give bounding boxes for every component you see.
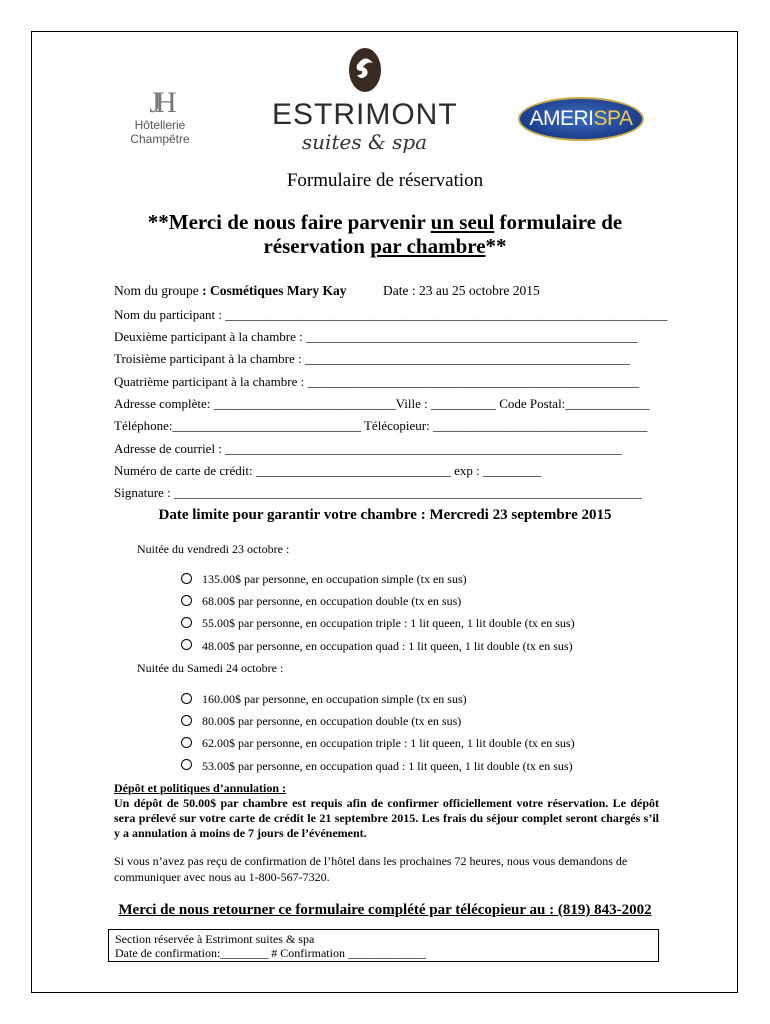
night-1-option-4: 48.00$ par personne, en occupation quad : 1 lit queen, 1 lit double (tx en sus) xyxy=(202,639,573,653)
form-headline xyxy=(0,210,770,258)
amerispa-text-1: AMERI xyxy=(529,107,594,130)
address-field[interactable]: Adresse complète: ____________________________Ville : __________ Code Postal:_____________ xyxy=(114,396,650,411)
group-label: Nom du groupe xyxy=(114,283,203,298)
headline-part: formulaire de xyxy=(494,210,623,234)
credit-card-field[interactable]: Numéro de carte de crédit: ______________________________ exp : _________ xyxy=(114,463,542,478)
estrimont-subtitle: suites & spa xyxy=(301,130,428,154)
policy-heading: Dépôt et politiques d’annulation : xyxy=(114,781,287,795)
signature-field[interactable]: Signature : ________________________________________________________________________ xyxy=(114,485,642,500)
radio-button[interactable] xyxy=(181,573,192,584)
night-2-option-1: 160.00$ par personne, en occupation simple (tx en sus) xyxy=(202,692,467,706)
radio-button[interactable] xyxy=(181,617,192,628)
fourth-participant-field[interactable]: Quatrième participant à la chambre : ___________________________________________________ xyxy=(114,374,639,389)
hc-monogram-icon: JH xyxy=(149,86,171,119)
radio-button[interactable] xyxy=(181,715,192,726)
night-1-option-2: 68.00$ par personne, en occupation double (tx en sus) xyxy=(202,594,462,608)
deadline-heading: Date limite pour garantir votre chambre : Mercredi 23 septembre 2015 xyxy=(158,507,612,523)
policy-body: Un dépôt de 50.00$ par chambre est requis afin de confirmer officiellement votre réservation. Le dépôt sera prélevé sur votre carte de crédit le 21 septembre 2015. Les frais du séjour complet seront chargés s’il y a annulation à moins de 7 jours de l’événement. xyxy=(114,796,659,840)
radio-button[interactable] xyxy=(181,737,192,748)
group-line xyxy=(114,283,346,299)
radio-button[interactable] xyxy=(181,759,192,770)
hc-logo-line1: Hôtellerie xyxy=(134,118,186,132)
headline-part: **Merci de nous faire parvenir xyxy=(147,210,431,234)
reserved-section-title: Section réservée à Estrimont suites & spa xyxy=(115,932,315,946)
hc-logo-line2: Champêtre xyxy=(130,132,190,146)
radio-button[interactable] xyxy=(181,639,192,650)
night-2-option-4: 53.00$ par personne, en occupation quad : 1 lit queen, 1 lit double (tx en sus) xyxy=(202,759,573,773)
fax-instruction: Merci de nous retourner ce formulaire complété par télécopieur au : (819) 843-2002 xyxy=(118,902,652,918)
headline-part: ** xyxy=(485,234,507,258)
confirmation-note: Si vous n’avez pas reçu de confirmation de l’hôtel dans les prochaines 72 heures, nous vous demandons de communiquer avec nous au 1-800-567-7320. xyxy=(114,854,628,884)
night-1-label: Nuitée du vendredi 23 octobre : xyxy=(137,542,290,556)
hotellerie-champetre-logo xyxy=(120,88,200,146)
headline-underlined: un seul xyxy=(430,210,495,234)
estrimont-emblem-icon xyxy=(345,45,385,93)
event-date: Date : 23 au 25 octobre 2015 xyxy=(383,283,540,298)
night-1-option-1: 135.00$ par personne, en occupation simple (tx en sus) xyxy=(202,572,467,586)
second-participant-field[interactable]: Deuxième participant à la chambre : ___________________________________________________ xyxy=(114,329,638,344)
headline-underlined: par chambre xyxy=(370,234,486,258)
radio-button[interactable] xyxy=(181,595,192,606)
amerispa-text-2: SPA xyxy=(593,107,633,130)
reserved-section-box xyxy=(108,929,659,962)
phone-fax-field[interactable]: Téléphone:_____________________________ Télécopieur: _________________________________ xyxy=(114,418,648,433)
amerispa-logo xyxy=(518,97,644,141)
form-title: Formulaire de réservation xyxy=(286,170,484,191)
deposit-policy xyxy=(114,781,659,841)
headline-part: réservation xyxy=(263,234,371,258)
estrimont-name: ESTRIMONT xyxy=(272,98,458,131)
night-2-option-3: 62.00$ par personne, en occupation triple : 1 lit queen, 1 lit double (tx en sus) xyxy=(202,736,575,750)
participant-name-field[interactable]: Nom du participant : ____________________________________________________________________ xyxy=(114,307,668,322)
email-field[interactable]: Adresse de courriel : _____________________________________________________________ xyxy=(114,441,622,456)
estrimont-logo xyxy=(272,45,457,152)
radio-button[interactable] xyxy=(181,693,192,704)
night-1-option-3: 55.00$ par personne, en occupation triple : 1 lit queen, 1 lit double (tx en sus) xyxy=(202,616,575,630)
confirmation-fields: Date de confirmation:________ # Confirmation _____________ xyxy=(115,946,426,960)
night-2-option-2: 80.00$ par personne, en occupation double (tx en sus) xyxy=(202,714,462,728)
night-2-label: Nuitée du Samedi 24 octobre : xyxy=(137,661,284,675)
third-participant-field[interactable]: Troisième participant à la chambre : __________________________________________________ xyxy=(114,351,630,366)
group-value: : Cosmétiques Mary Kay xyxy=(202,283,347,298)
